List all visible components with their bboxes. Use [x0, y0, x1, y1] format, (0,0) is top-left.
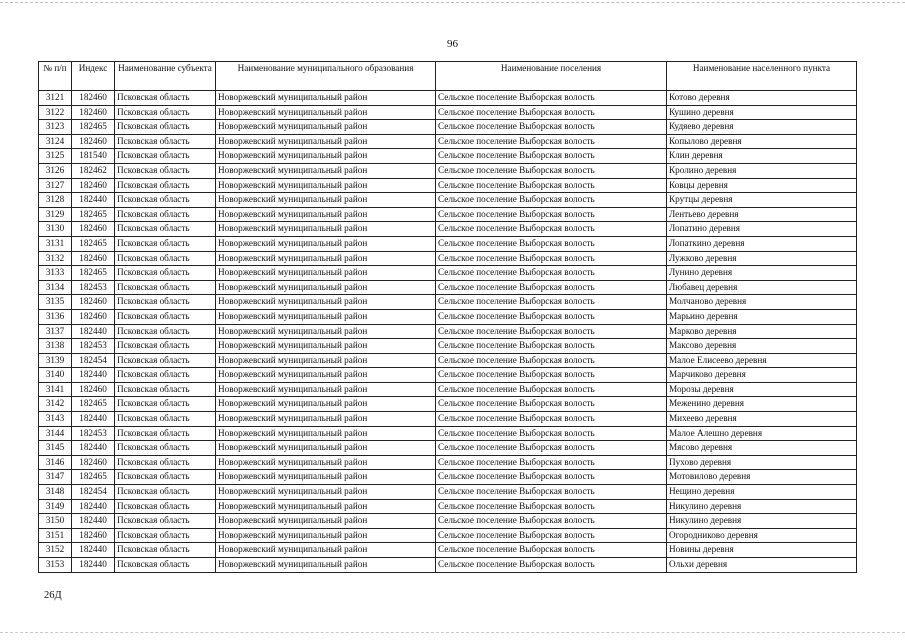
table-row	[39, 266, 857, 281]
table-row	[39, 528, 857, 543]
cell-number: 3123	[39, 120, 72, 135]
cell-subject: Псковская область	[115, 470, 216, 485]
cell-subject: Псковская область	[115, 178, 216, 193]
cell-index: 182465	[72, 470, 115, 485]
cell-municipality: Новоржевский муниципальный район	[216, 91, 436, 106]
cell-index: 182460	[72, 91, 115, 106]
cell-locality: Ковцы деревня	[667, 178, 857, 193]
cell-index: 182440	[72, 499, 115, 514]
cell-index: 182453	[72, 339, 115, 354]
cell-settlement: Сельское поселение Выборская волость	[436, 543, 667, 558]
cell-municipality: Новоржевский муниципальный район	[216, 324, 436, 339]
cell-number: 3148	[39, 485, 72, 500]
cell-index: 182440	[72, 324, 115, 339]
cell-locality: Кролино деревня	[667, 163, 857, 178]
cell-locality: Лопаткино деревня	[667, 236, 857, 251]
cell-index: 182460	[72, 251, 115, 266]
cell-subject: Псковская область	[115, 236, 216, 251]
cell-municipality: Новоржевский муниципальный район	[216, 134, 436, 149]
table-row	[39, 455, 857, 470]
cell-index: 182453	[72, 426, 115, 441]
cell-settlement: Сельское поселение Выборская волость	[436, 120, 667, 135]
cell-settlement: Сельское поселение Выборская волость	[436, 514, 667, 529]
cell-subject: Псковская область	[115, 382, 216, 397]
cell-number: 3135	[39, 295, 72, 310]
cell-subject: Псковская область	[115, 543, 216, 558]
cell-subject: Псковская область	[115, 309, 216, 324]
table-row	[39, 280, 857, 295]
cell-locality: Малое Елисеево деревня	[667, 353, 857, 368]
cell-locality: Огородниково деревня	[667, 528, 857, 543]
cell-number: 3127	[39, 178, 72, 193]
cell-municipality: Новоржевский муниципальный район	[216, 178, 436, 193]
table-header-row	[39, 62, 857, 91]
cell-municipality: Новоржевский муниципальный район	[216, 412, 436, 427]
cell-settlement: Сельское поселение Выборская волость	[436, 105, 667, 120]
table-row	[39, 339, 857, 354]
cell-index: 182460	[72, 382, 115, 397]
cell-settlement: Сельское поселение Выборская волость	[436, 280, 667, 295]
cell-municipality: Новоржевский муниципальный район	[216, 309, 436, 324]
scan-edge-top	[0, 2, 905, 3]
cell-index: 182454	[72, 485, 115, 500]
cell-index: 182465	[72, 120, 115, 135]
cell-locality: Кушино деревня	[667, 105, 857, 120]
cell-municipality: Новоржевский муниципальный район	[216, 455, 436, 470]
cell-index: 182454	[72, 353, 115, 368]
cell-municipality: Новоржевский муниципальный район	[216, 558, 436, 573]
cell-settlement: Сельское поселение Выборская волость	[436, 309, 667, 324]
table-row	[39, 251, 857, 266]
cell-index: 182440	[72, 514, 115, 529]
cell-locality: Пухово деревня	[667, 455, 857, 470]
cell-subject: Псковская область	[115, 499, 216, 514]
cell-subject: Псковская область	[115, 251, 216, 266]
cell-locality: Крутцы деревня	[667, 193, 857, 208]
cell-locality: Лунино деревня	[667, 266, 857, 281]
cell-number: 3149	[39, 499, 72, 514]
cell-subject: Псковская область	[115, 441, 216, 456]
cell-locality: Малое Алешно деревня	[667, 426, 857, 441]
cell-number: 3132	[39, 251, 72, 266]
cell-number: 3129	[39, 207, 72, 222]
cell-subject: Псковская область	[115, 324, 216, 339]
cell-number: 3152	[39, 543, 72, 558]
cell-municipality: Новоржевский муниципальный район	[216, 105, 436, 120]
cell-settlement: Сельское поселение Выборская волость	[436, 455, 667, 470]
cell-municipality: Новоржевский муниципальный район	[216, 149, 436, 164]
cell-index: 182440	[72, 368, 115, 383]
table-row	[39, 543, 857, 558]
cell-municipality: Новоржевский муниципальный район	[216, 222, 436, 237]
cell-subject: Псковская область	[115, 514, 216, 529]
cell-number: 3142	[39, 397, 72, 412]
cell-index: 182460	[72, 455, 115, 470]
cell-settlement: Сельское поселение Выборская волость	[436, 91, 667, 106]
cell-locality: Лентьево деревня	[667, 207, 857, 222]
header-number: № п/п	[39, 62, 72, 91]
cell-locality: Никулино деревня	[667, 514, 857, 529]
cell-locality: Новины деревня	[667, 543, 857, 558]
cell-number: 3143	[39, 412, 72, 427]
cell-number: 3151	[39, 528, 72, 543]
table-row	[39, 134, 857, 149]
table-row	[39, 236, 857, 251]
header-subject: Наименование субъекта	[115, 62, 216, 91]
cell-locality: Молчаново деревня	[667, 295, 857, 310]
cell-locality: Мотовилово деревня	[667, 470, 857, 485]
table-row	[39, 163, 857, 178]
cell-subject: Псковская область	[115, 426, 216, 441]
header-municipality: Наименование муниципального образования	[216, 62, 436, 91]
cell-subject: Псковская область	[115, 397, 216, 412]
settlements-table	[38, 61, 857, 573]
cell-subject: Псковская область	[115, 558, 216, 573]
cell-subject: Псковская область	[115, 295, 216, 310]
cell-locality: Нещино деревня	[667, 485, 857, 500]
cell-index: 182465	[72, 397, 115, 412]
table-row	[39, 514, 857, 529]
cell-index: 181540	[72, 149, 115, 164]
table-row	[39, 222, 857, 237]
cell-subject: Псковская область	[115, 280, 216, 295]
cell-index: 182440	[72, 412, 115, 427]
cell-subject: Псковская область	[115, 353, 216, 368]
cell-settlement: Сельское поселение Выборская волость	[436, 324, 667, 339]
cell-number: 3122	[39, 105, 72, 120]
cell-subject: Псковская область	[115, 455, 216, 470]
cell-locality: Марково деревня	[667, 324, 857, 339]
cell-subject: Псковская область	[115, 368, 216, 383]
table-row	[39, 382, 857, 397]
cell-number: 3131	[39, 236, 72, 251]
cell-municipality: Новоржевский муниципальный район	[216, 163, 436, 178]
cell-settlement: Сельское поселение Выборская волость	[436, 382, 667, 397]
table-row	[39, 120, 857, 135]
cell-municipality: Новоржевский муниципальный район	[216, 470, 436, 485]
cell-subject: Псковская область	[115, 134, 216, 149]
cell-municipality: Новоржевский муниципальный район	[216, 397, 436, 412]
cell-settlement: Сельское поселение Выборская волость	[436, 339, 667, 354]
cell-number: 3150	[39, 514, 72, 529]
cell-municipality: Новоржевский муниципальный район	[216, 266, 436, 281]
table-row	[39, 558, 857, 573]
cell-settlement: Сельское поселение Выборская волость	[436, 207, 667, 222]
cell-settlement: Сельское поселение Выборская волость	[436, 470, 667, 485]
cell-locality: Ольхи деревня	[667, 558, 857, 573]
table-body	[39, 91, 857, 573]
table-row	[39, 441, 857, 456]
cell-municipality: Новоржевский муниципальный район	[216, 514, 436, 529]
footer-code: 26Д	[44, 590, 62, 601]
table-row	[39, 353, 857, 368]
cell-locality: Лопатино деревня	[667, 222, 857, 237]
cell-locality: Любавец деревня	[667, 280, 857, 295]
cell-locality: Меженино деревня	[667, 397, 857, 412]
cell-locality: Копылово деревня	[667, 134, 857, 149]
cell-municipality: Новоржевский муниципальный район	[216, 280, 436, 295]
cell-number: 3145	[39, 441, 72, 456]
cell-index: 182440	[72, 441, 115, 456]
cell-subject: Псковская область	[115, 163, 216, 178]
cell-locality: Лужково деревня	[667, 251, 857, 266]
table-row	[39, 149, 857, 164]
cell-settlement: Сельское поселение Выборская волость	[436, 134, 667, 149]
cell-number: 3146	[39, 455, 72, 470]
cell-number: 3138	[39, 339, 72, 354]
cell-number: 3130	[39, 222, 72, 237]
cell-settlement: Сельское поселение Выборская волость	[436, 251, 667, 266]
cell-locality: Михеево деревня	[667, 412, 857, 427]
cell-index: 182440	[72, 558, 115, 573]
cell-settlement: Сельское поселение Выборская волость	[436, 558, 667, 573]
cell-subject: Псковская область	[115, 120, 216, 135]
cell-index: 182440	[72, 193, 115, 208]
cell-subject: Псковская область	[115, 193, 216, 208]
table-row	[39, 397, 857, 412]
cell-index: 182462	[72, 163, 115, 178]
cell-number: 3134	[39, 280, 72, 295]
cell-subject: Псковская область	[115, 91, 216, 106]
table-row	[39, 193, 857, 208]
cell-locality: Мясово деревня	[667, 441, 857, 456]
table-row	[39, 412, 857, 427]
cell-index: 182460	[72, 309, 115, 324]
header-index: Индекс	[72, 62, 115, 91]
cell-subject: Псковская область	[115, 412, 216, 427]
cell-number: 3133	[39, 266, 72, 281]
cell-number: 3147	[39, 470, 72, 485]
cell-locality: Марьино деревня	[667, 309, 857, 324]
cell-locality: Кудяево деревня	[667, 120, 857, 135]
cell-settlement: Сельское поселение Выборская волость	[436, 222, 667, 237]
cell-municipality: Новоржевский муниципальный район	[216, 120, 436, 135]
cell-settlement: Сельское поселение Выборская волость	[436, 149, 667, 164]
cell-settlement: Сельское поселение Выборская волость	[436, 426, 667, 441]
cell-municipality: Новоржевский муниципальный район	[216, 353, 436, 368]
cell-municipality: Новоржевский муниципальный район	[216, 339, 436, 354]
cell-settlement: Сельское поселение Выборская волость	[436, 441, 667, 456]
cell-settlement: Сельское поселение Выборская волость	[436, 266, 667, 281]
page-number: 96	[447, 38, 458, 50]
cell-municipality: Новоржевский муниципальный район	[216, 207, 436, 222]
table-row	[39, 324, 857, 339]
cell-index: 182460	[72, 178, 115, 193]
cell-index: 182465	[72, 207, 115, 222]
cell-index: 182465	[72, 236, 115, 251]
cell-municipality: Новоржевский муниципальный район	[216, 528, 436, 543]
cell-locality: Котово деревня	[667, 91, 857, 106]
cell-municipality: Новоржевский муниципальный район	[216, 441, 436, 456]
header-settlement: Наименование поселения	[436, 62, 667, 91]
cell-municipality: Новоржевский муниципальный район	[216, 499, 436, 514]
cell-subject: Псковская область	[115, 222, 216, 237]
cell-index: 182465	[72, 266, 115, 281]
cell-index: 182440	[72, 543, 115, 558]
cell-number: 3128	[39, 193, 72, 208]
cell-locality: Морозы деревня	[667, 382, 857, 397]
table-row	[39, 91, 857, 106]
cell-settlement: Сельское поселение Выборская волость	[436, 499, 667, 514]
cell-subject: Псковская область	[115, 149, 216, 164]
cell-index: 182460	[72, 222, 115, 237]
cell-settlement: Сельское поселение Выборская волость	[436, 485, 667, 500]
cell-locality: Максово деревня	[667, 339, 857, 354]
cell-settlement: Сельское поселение Выборская волость	[436, 528, 667, 543]
cell-locality: Никулино деревня	[667, 499, 857, 514]
cell-municipality: Новоржевский муниципальный район	[216, 426, 436, 441]
cell-settlement: Сельское поселение Выборская волость	[436, 412, 667, 427]
cell-index: 182460	[72, 105, 115, 120]
cell-locality: Клин деревня	[667, 149, 857, 164]
cell-number: 3125	[39, 149, 72, 164]
table-row	[39, 485, 857, 500]
cell-number: 3137	[39, 324, 72, 339]
table-header	[39, 62, 857, 91]
cell-municipality: Новоржевский муниципальный район	[216, 295, 436, 310]
table-row	[39, 368, 857, 383]
cell-municipality: Новоржевский муниципальный район	[216, 251, 436, 266]
cell-index: 182460	[72, 528, 115, 543]
cell-settlement: Сельское поселение Выборская волость	[436, 163, 667, 178]
cell-municipality: Новоржевский муниципальный район	[216, 368, 436, 383]
cell-index: 182453	[72, 280, 115, 295]
cell-number: 3153	[39, 558, 72, 573]
cell-number: 3144	[39, 426, 72, 441]
table-row	[39, 470, 857, 485]
cell-settlement: Сельское поселение Выборская волость	[436, 353, 667, 368]
cell-settlement: Сельское поселение Выборская волость	[436, 178, 667, 193]
cell-number: 3141	[39, 382, 72, 397]
cell-subject: Псковская область	[115, 339, 216, 354]
cell-municipality: Новоржевский муниципальный район	[216, 543, 436, 558]
cell-locality: Марчиково деревня	[667, 368, 857, 383]
cell-number: 3126	[39, 163, 72, 178]
table-row	[39, 426, 857, 441]
cell-number: 3124	[39, 134, 72, 149]
table-row	[39, 309, 857, 324]
cell-number: 3139	[39, 353, 72, 368]
cell-index: 182460	[72, 134, 115, 149]
cell-settlement: Сельское поселение Выборская волость	[436, 397, 667, 412]
table-row	[39, 207, 857, 222]
cell-subject: Псковская область	[115, 485, 216, 500]
cell-municipality: Новоржевский муниципальный район	[216, 193, 436, 208]
cell-settlement: Сельское поселение Выборская волость	[436, 193, 667, 208]
table-row	[39, 295, 857, 310]
cell-municipality: Новоржевский муниципальный район	[216, 485, 436, 500]
cell-index: 182460	[72, 295, 115, 310]
cell-settlement: Сельское поселение Выборская волость	[436, 368, 667, 383]
cell-subject: Псковская область	[115, 528, 216, 543]
table-row	[39, 178, 857, 193]
cell-subject: Псковская область	[115, 266, 216, 281]
header-locality: Наименование населенного пункта	[667, 62, 857, 91]
cell-settlement: Сельское поселение Выборская волость	[436, 295, 667, 310]
scan-edge-bottom	[0, 632, 905, 633]
cell-municipality: Новоржевский муниципальный район	[216, 382, 436, 397]
cell-number: 3136	[39, 309, 72, 324]
cell-settlement: Сельское поселение Выборская волость	[436, 236, 667, 251]
cell-subject: Псковская область	[115, 207, 216, 222]
cell-municipality: Новоржевский муниципальный район	[216, 236, 436, 251]
cell-number: 3121	[39, 91, 72, 106]
table-row	[39, 105, 857, 120]
cell-number: 3140	[39, 368, 72, 383]
table-row	[39, 499, 857, 514]
cell-subject: Псковская область	[115, 105, 216, 120]
